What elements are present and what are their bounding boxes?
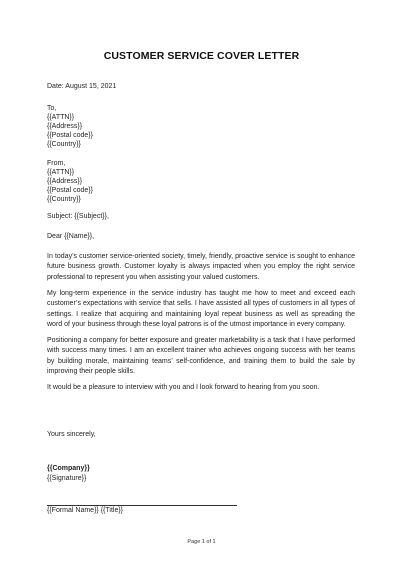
to-attn: {{ATTN}} bbox=[47, 114, 75, 121]
body-paragraph-4: It would be a pleasure to interview with you and I look forward to hearing from you soon. bbox=[47, 384, 320, 391]
company-name: {{Company}} bbox=[47, 465, 90, 472]
to-postal-code: {{Postal code}} bbox=[47, 132, 93, 139]
to-country: {{Country}} bbox=[47, 141, 81, 148]
from-address: {{Address}} bbox=[47, 178, 83, 185]
page-number: Page 1 of 1 bbox=[187, 539, 216, 545]
body-paragraph-3: Positioning a company for better exposure and greater marketability is a task that I have performed with success many times. I am an excellent trainer who achieves ongoing success with her teams by building morale, maintaining teams’ self-confidence, and training them to build the sale by improving their people skills. bbox=[47, 337, 355, 375]
body-paragraph-2: My long-term experience in the service industry has taught me how to meet and exceed each customer’s expectations with service that sells. I have assisted all types of customers in all types of settings. I realize that acquiring and maintaining loyal repeat business as well as spreading the word of your business through these loyal patrons is of the utmost importance in every company. bbox=[47, 290, 355, 328]
from-country: {{Country}} bbox=[47, 196, 81, 203]
subject-line: Subject: {{Subject}}, bbox=[47, 213, 109, 220]
from-attn: {{ATTN}} bbox=[47, 169, 75, 176]
document-title: CUSTOMER SERVICE COVER LETTER bbox=[103, 50, 300, 62]
to-label: To, bbox=[47, 105, 57, 112]
formal-name-title: {{Formal Name}} {{Title}} bbox=[47, 507, 124, 514]
to-address: {{Address}} bbox=[47, 123, 83, 130]
body-paragraph-1: In today’s customer service-oriented society, timely, friendly, proactive service is sought to enhance future business growth. Customer loyalty is always impacted when you employ the right service professional to represent you when assisting your valued customers. bbox=[47, 253, 355, 281]
salutation: Dear {{Name}}, bbox=[47, 233, 95, 240]
date-line: Date: August 15, 2021 bbox=[47, 83, 117, 90]
closing: Yours sincerely, bbox=[47, 431, 96, 438]
from-label: From, bbox=[47, 160, 66, 167]
signature: {{Signature}} bbox=[47, 475, 87, 482]
from-postal-code: {{Postal code}} bbox=[47, 187, 93, 194]
